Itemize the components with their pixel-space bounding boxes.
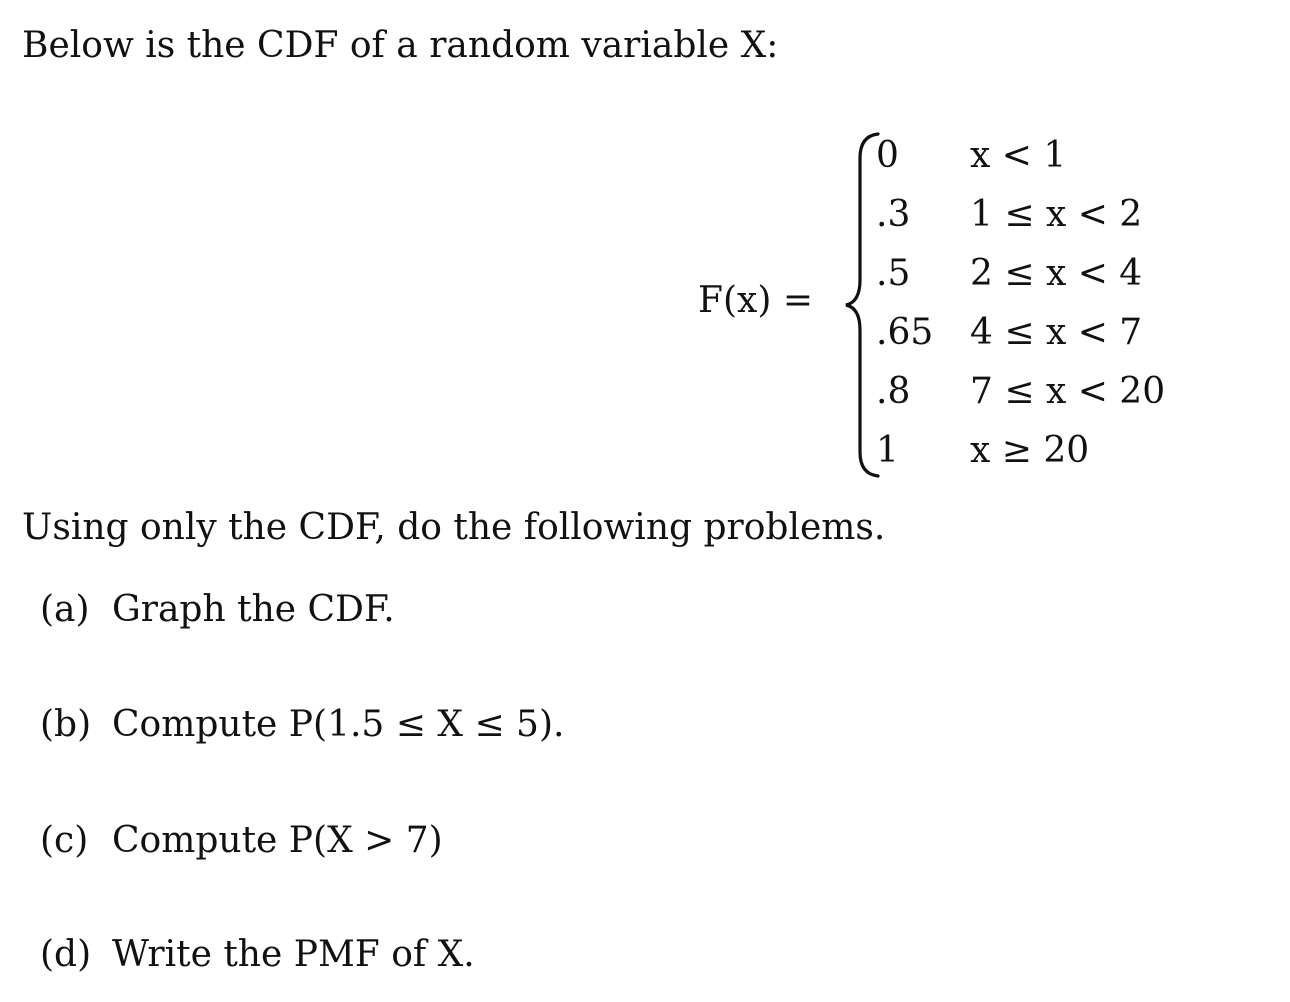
cdf-case-value: .3 [876, 194, 911, 235]
cdf-case-value: .5 [876, 253, 911, 294]
problem-text: Compute P(X > 7) [112, 820, 443, 861]
problem-text: Compute P(1.5 ≤ X ≤ 5). [112, 704, 565, 745]
problem-text: Write the PMF of X. [112, 934, 475, 975]
cdf-case-value: .8 [876, 371, 911, 412]
cdf-case-value: 1 [876, 430, 899, 471]
instruction-text: Using only the CDF, do the following problems. [22, 507, 886, 548]
problem-b [40, 704, 565, 745]
problem-label: (b) [40, 704, 92, 745]
cdf-case-condition: x ≥ 20 [970, 430, 1090, 471]
cdf-case-value: 0 [876, 135, 899, 176]
problem-c [40, 820, 443, 861]
cdf-case-condition: 2 ≤ x < 4 [970, 253, 1143, 294]
cdf-case-condition: 4 ≤ x < 7 [970, 312, 1143, 353]
cdf-label: F(x) = [698, 280, 813, 321]
cdf-cases [876, 135, 1196, 478]
problem-label: (c) [40, 820, 89, 861]
problem-a [40, 589, 395, 630]
problem-label: (a) [40, 589, 90, 630]
cdf-case-value: .65 [876, 312, 934, 353]
cdf-case-condition: x < 1 [970, 135, 1067, 176]
problem-label: (d) [40, 934, 92, 975]
cdf-case-condition: 7 ≤ x < 20 [970, 371, 1166, 412]
intro-text: Below is the CDF of a random variable X: [22, 25, 779, 66]
problem-text: Graph the CDF. [112, 589, 395, 630]
cdf-case-condition: 1 ≤ x < 2 [970, 194, 1143, 235]
problem-d [40, 934, 475, 975]
